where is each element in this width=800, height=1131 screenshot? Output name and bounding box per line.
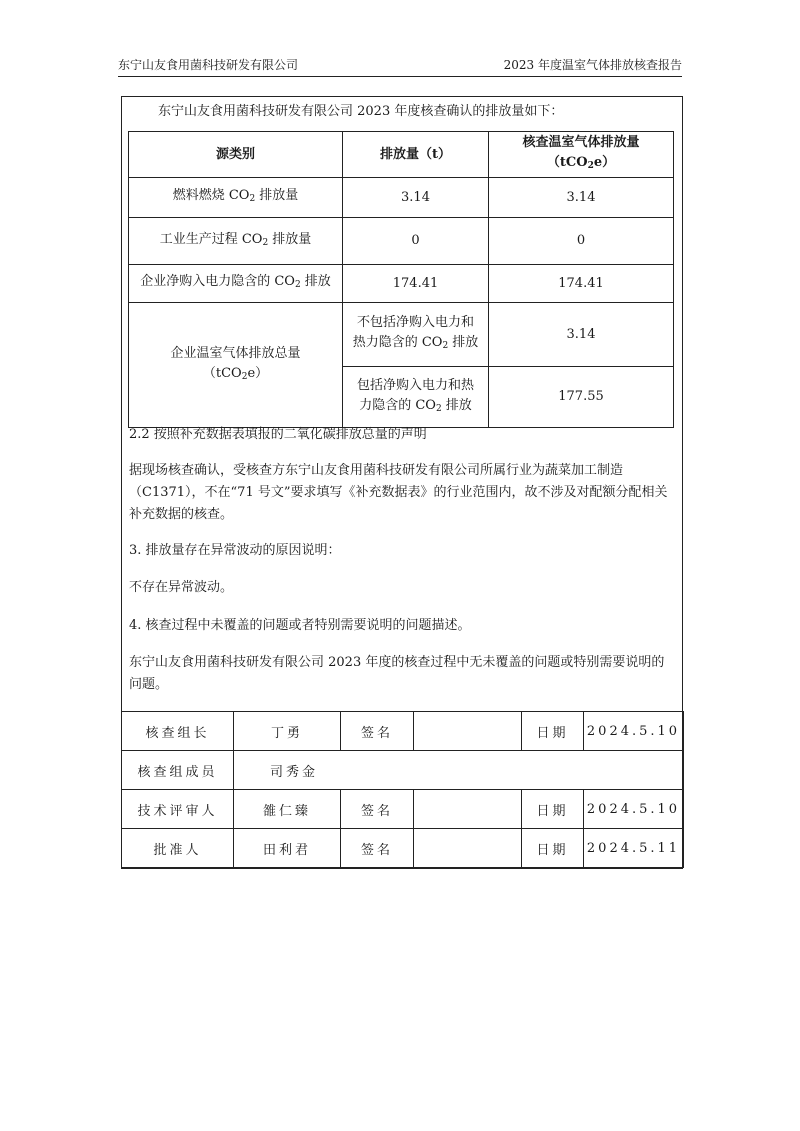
header-divider xyxy=(118,76,682,77)
intro-text: 东宁山友食用菌科技研发有限公司 2023 年度核查确认的排放量如下： xyxy=(158,104,564,119)
approver-label: 批准人 xyxy=(122,829,234,868)
header-verified-unit: （tCO$_2$e） xyxy=(546,155,616,171)
signoff-row-members xyxy=(122,751,684,790)
row-fuel-label: 燃料燃烧 $CO_2$ 排放量 xyxy=(129,178,343,218)
reviewer-date: 2024.5.10 xyxy=(584,790,684,829)
members-label: 核查组成员 xyxy=(122,751,234,790)
row-process-amount: 0 xyxy=(343,218,489,265)
emissions-table xyxy=(128,131,674,428)
row-fuel-amount: 3.14 xyxy=(343,178,489,218)
table-row xyxy=(129,265,674,303)
row-electricity-label: 企业净购入电力隐含的 $CO_2$ 排放 xyxy=(129,265,343,303)
row-process-label: 工业生产过程 $CO_2$ 排放量 xyxy=(129,218,343,265)
total-emission-label: 企业温室气体排放总量 （tCO$_2$e） xyxy=(129,303,343,428)
header-source-category: 源类别 xyxy=(129,132,343,178)
signoff-row-leader xyxy=(122,712,684,751)
leader-signature xyxy=(414,712,522,751)
section-4-body: 东宁山友食用菌科技研发有限公司 2023 年度的核查过程中无未覆盖的问题或特别需要说明的问题。 xyxy=(129,655,665,692)
header-verified-line1: 核查温室气体排放量 xyxy=(522,135,640,150)
approver-signature xyxy=(414,829,522,868)
leader-date-label: 日期 xyxy=(522,712,584,751)
row-electricity-verified: 174.41 xyxy=(489,265,674,303)
signoff-row-approver xyxy=(122,829,684,868)
total-including-label: 包括净购入电力和热 力隐含的 $CO_2$ 排放 xyxy=(343,367,489,428)
total-excluding-value: 3.14 xyxy=(489,303,674,367)
leader-date: 2024.5.10 xyxy=(584,712,684,751)
approver-date-label: 日期 xyxy=(522,829,584,868)
header-verified-emission xyxy=(489,132,674,178)
section-2-2-title: 2.2 按照补充数据表填报的二氧化碳排放总量的声明 xyxy=(129,427,427,442)
approver-date: 2024.5.11 xyxy=(584,829,684,868)
section-4-title: 4. 核查过程中未覆盖的问题或者特别需要说明的问题描述。 xyxy=(129,618,471,633)
approver-sign-label: 签名 xyxy=(341,829,414,868)
row-electricity-amount: 174.41 xyxy=(343,265,489,303)
table-row xyxy=(129,303,674,367)
row-fuel-verified: 3.14 xyxy=(489,178,674,218)
total-including-value: 177.55 xyxy=(489,367,674,428)
row-process-verified: 0 xyxy=(489,218,674,265)
leader-sign-label: 签名 xyxy=(341,712,414,751)
reviewer-date-label: 日期 xyxy=(522,790,584,829)
reviewer-name: 雒仁臻 xyxy=(234,790,341,829)
header-company: 东宁山友食用菌科技研发有限公司 xyxy=(118,58,299,72)
leader-name: 丁勇 xyxy=(234,712,341,751)
section-3-title: 3. 排放量存在异常波动的原因说明： xyxy=(129,543,341,558)
header-emission-amount: 排放量（t） xyxy=(343,132,489,178)
reviewer-signature xyxy=(414,790,522,829)
leader-label: 核查组长 xyxy=(122,712,234,751)
approver-name: 田利君 xyxy=(234,829,341,868)
header-report-title: 2023 年度温室气体排放核查报告 xyxy=(503,58,682,72)
total-excluding-label: 不包括净购入电力和 热力隐含的 $CO_2$ 排放 xyxy=(343,303,489,367)
section-2-2-body: 据现场核查确认，受核查方东宁山友食用菌科技研发有限公司所属行业为蔬菜加工制造（C1371），不在“71 号文”要求填写《补充数据表》的行业范围内，故不涉及对配额分配相关补充数据的核查。 xyxy=(129,463,668,522)
members-names: 司秀金 xyxy=(234,751,684,790)
section-3-body: 不存在异常波动。 xyxy=(129,580,234,595)
reviewer-label: 技术评审人 xyxy=(122,790,234,829)
table-row xyxy=(129,178,674,218)
table-row xyxy=(129,218,674,265)
signoff-row-reviewer xyxy=(122,790,684,829)
reviewer-sign-label: 签名 xyxy=(341,790,414,829)
signoff-table xyxy=(121,711,684,868)
